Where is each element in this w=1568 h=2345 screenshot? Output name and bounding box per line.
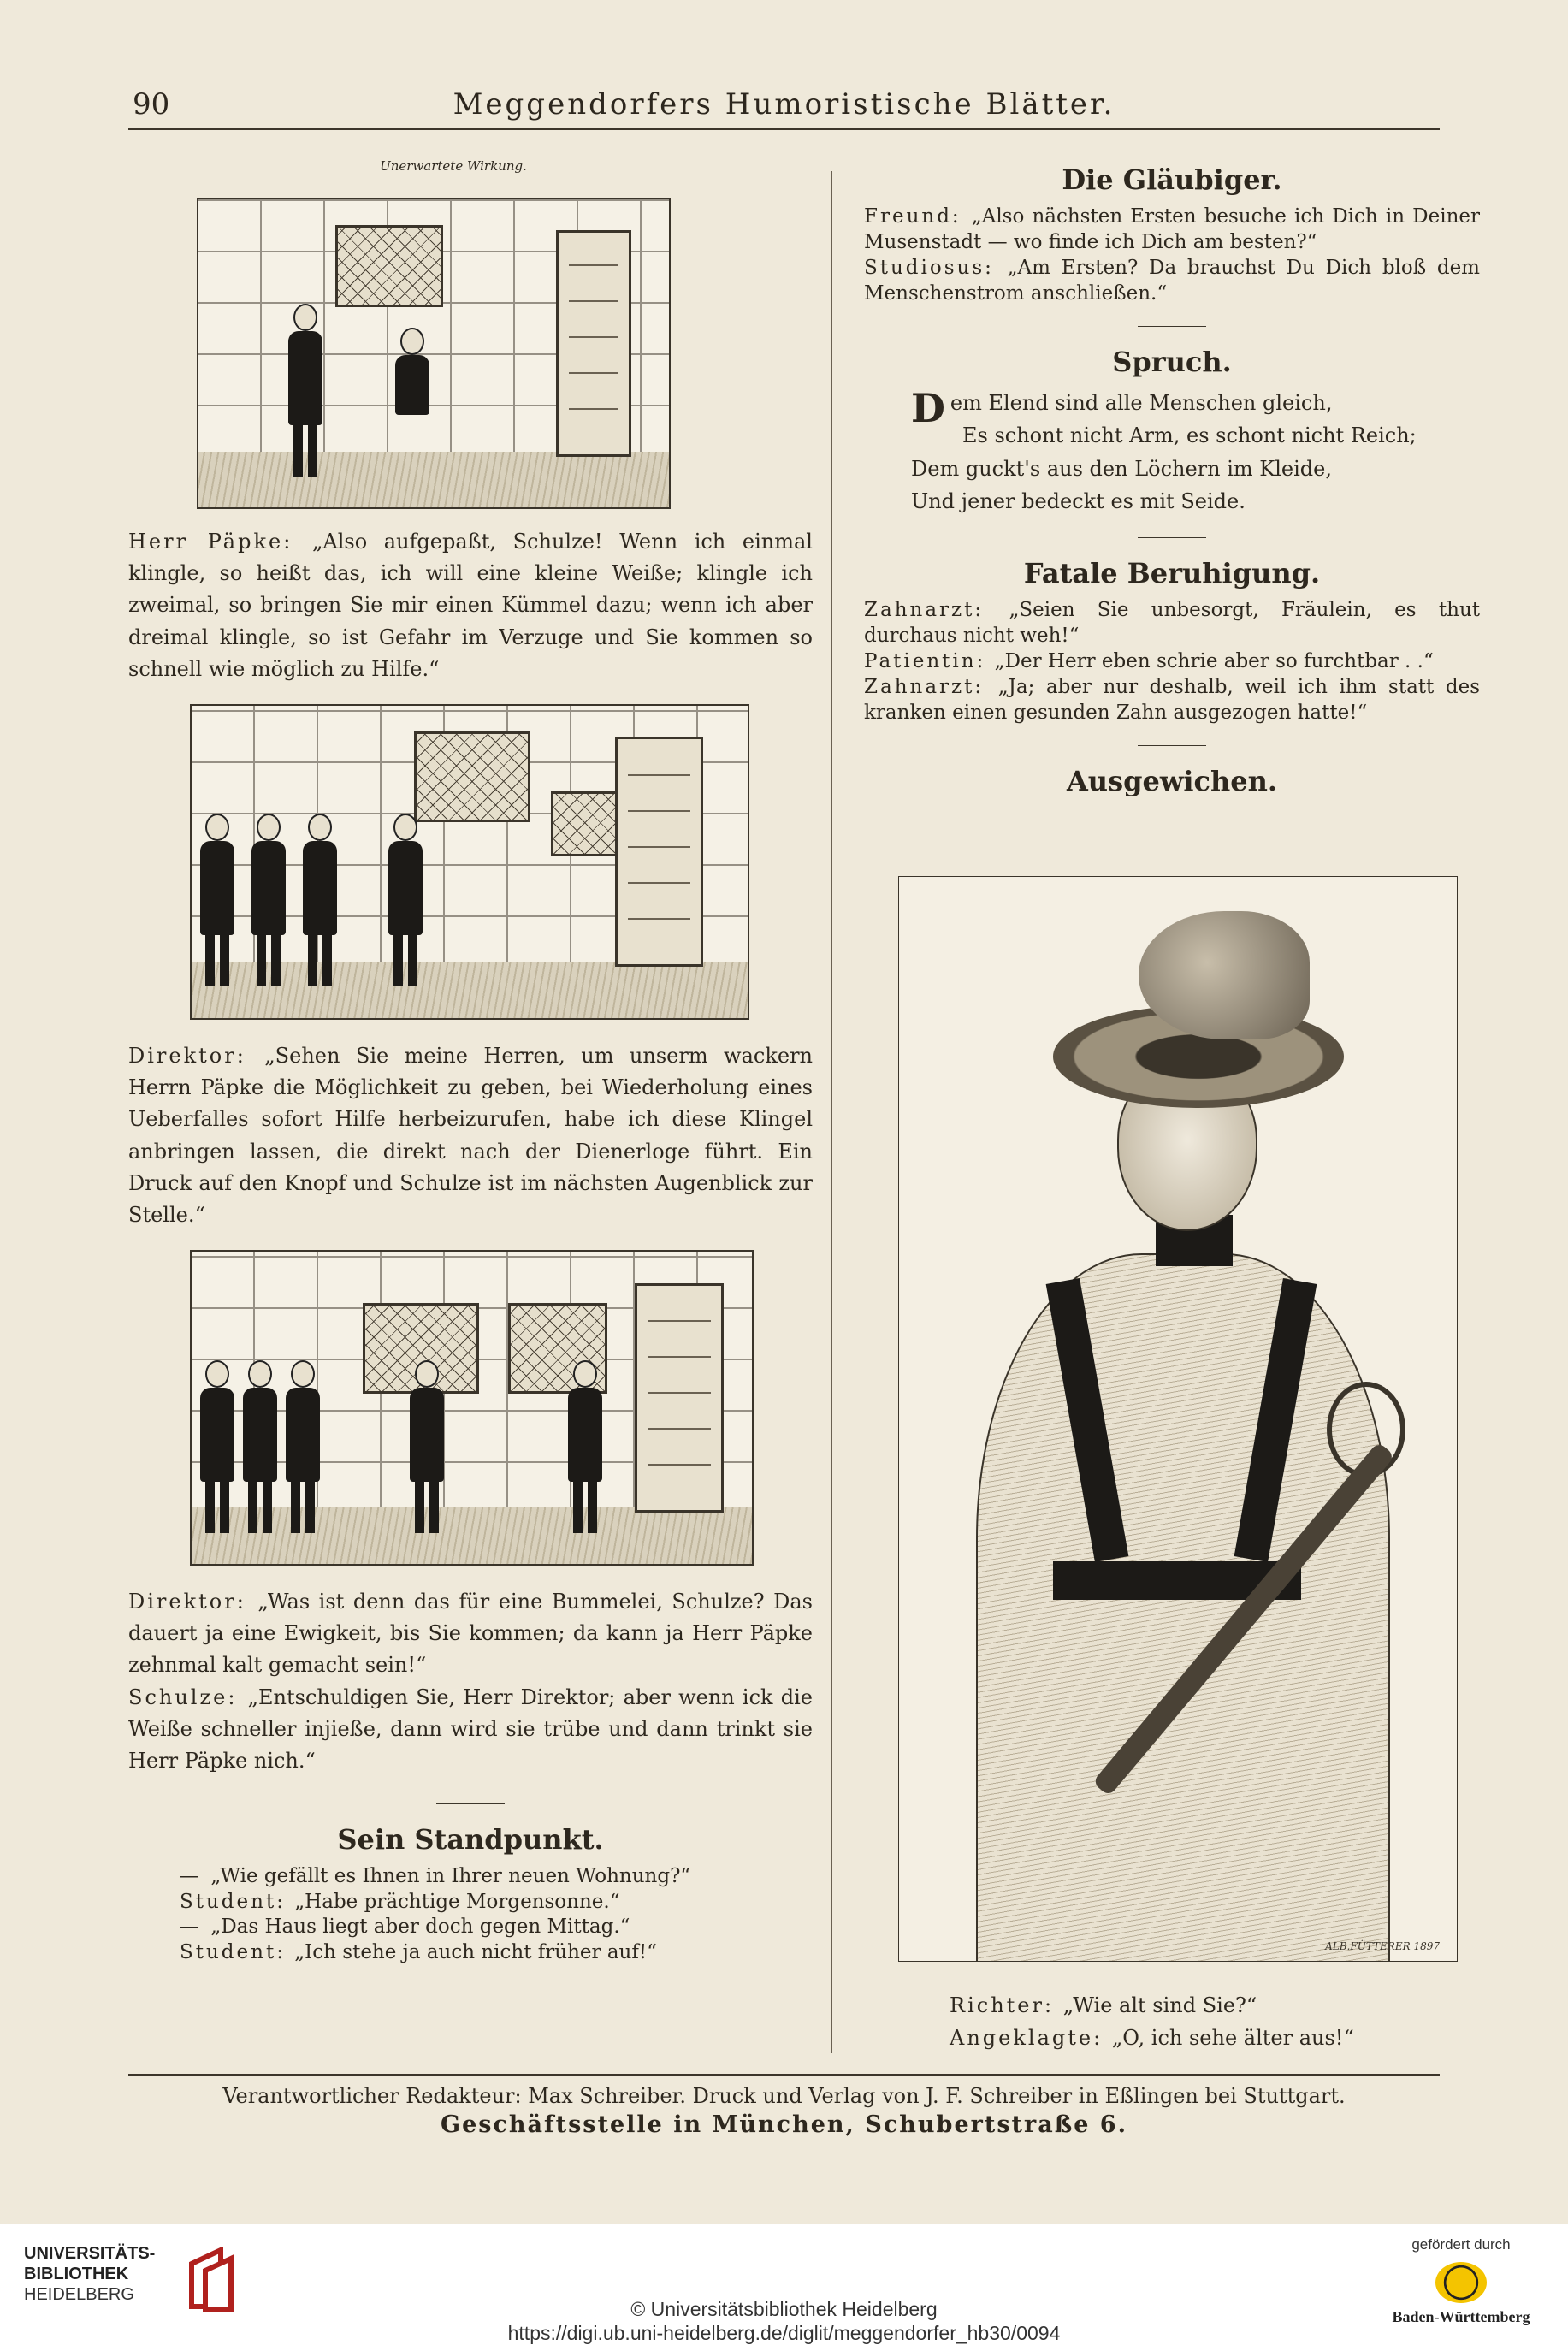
dialog-line bbox=[180, 1915, 813, 1940]
dialog-line bbox=[950, 2022, 1354, 2054]
spruch-poem bbox=[864, 387, 1480, 518]
artist-signature: ALB.FÜTTERER 1897 bbox=[1325, 1940, 1440, 1952]
figure-gentleman bbox=[200, 814, 234, 986]
speaker-label: Zahnarzt: bbox=[864, 599, 1009, 622]
dress bbox=[976, 1253, 1390, 1962]
standpunkt-title: Sein Standpunkt. bbox=[337, 1822, 604, 1856]
speaker-label: Direktor: bbox=[128, 1590, 258, 1614]
dialog-text: „Was ist denn das für eine Bummelei, Schulze? Das dauert ja eine Ewigkeit, bis Sie kommen; da kann ja Herr Päpke zehnmal kalt gemacht sein!“ bbox=[128, 1590, 814, 1678]
copyright-notice: © Universitätsbibliothek Heidelberg bbox=[630, 2298, 938, 2320]
source-url[interactable]: https://digi.ub.uni-heidelberg.de/diglit/meggendorfer_hb30/0094 bbox=[507, 2322, 1061, 2344]
speaker-label: Schulze: bbox=[128, 1685, 248, 1709]
panel2-dialog bbox=[128, 1040, 813, 1231]
glaeubiger-title: Die Gläubiger. bbox=[1062, 163, 1282, 196]
sponsor-label: gefördert durch bbox=[1411, 2236, 1511, 2253]
loge-window bbox=[414, 731, 530, 822]
dialog-line bbox=[864, 649, 1480, 675]
dialog-text: „Wie gefällt es Ihnen in Ihrer neuen Wohnung?“ bbox=[210, 1864, 691, 1887]
dialog-line bbox=[864, 256, 1480, 307]
dialog-text: „Wie alt sind Sie?“ bbox=[1062, 1993, 1257, 2017]
ausgewichen-title: Ausgewichen. bbox=[1066, 765, 1278, 798]
sponsor-name: Baden-Württemberg bbox=[1392, 2308, 1530, 2325]
dialog-line bbox=[128, 1586, 813, 1682]
dialog-line bbox=[180, 1890, 813, 1916]
standpunkt-dialog bbox=[128, 1864, 813, 1967]
figure-gentleman bbox=[303, 814, 337, 986]
section-divider bbox=[436, 1803, 505, 1804]
section-divider bbox=[1138, 745, 1206, 747]
figure-direktor bbox=[410, 1360, 444, 1533]
figure-direktor bbox=[388, 814, 423, 986]
comic-panel-2 bbox=[190, 704, 749, 1020]
imprint-office: Geschäftsstelle in München, Schubertstraße 6. bbox=[441, 2111, 1127, 2138]
poem-line: Dem Elend sind alle Menschen gleich, bbox=[911, 385, 1333, 432]
panel3-dialog bbox=[128, 1586, 813, 1777]
speaker-label: — bbox=[180, 1916, 211, 1939]
imprint-editor: Verantwortlicher Redakteur: Max Schreiber. Druck und Verlag von J. F. Schreiber in Eßlingen bei Stuttgart. bbox=[222, 2084, 1346, 2108]
dialog-line bbox=[864, 204, 1480, 256]
dialog-text: „Also nächsten Ersten besuche ich Dich in Deiner Musenstadt — wo finde ich Dich am besten?“ bbox=[864, 205, 1480, 253]
woman-portrait-illustration bbox=[898, 876, 1458, 1962]
dialog-text: „O, ich sehe älter aus!“ bbox=[1111, 2026, 1354, 2051]
dialog-line bbox=[864, 675, 1480, 726]
door bbox=[635, 1283, 724, 1513]
dialog-text: „Entschuldigen Sie, Herr Direktor; aber wenn ick die Weiße schneller injieße, dann wird sie trübe und dann trinkt sie Herr Päpke nich.“ bbox=[128, 1685, 814, 1773]
figure-schulze bbox=[395, 328, 429, 415]
dialog-text: „Das Haus liegt aber doch gegen Mittag.“ bbox=[210, 1916, 630, 1939]
figure-schulze bbox=[568, 1360, 602, 1533]
dialog-line bbox=[864, 598, 1480, 649]
figure-gentleman bbox=[251, 814, 286, 986]
speaker-label: — bbox=[180, 1864, 211, 1887]
beruhigung-title: Fatale Beruhigung. bbox=[1023, 557, 1321, 590]
speaker-label: Patientin: bbox=[864, 649, 995, 672]
poem-line: Es schont nicht Arm, es schont nicht Reich; bbox=[962, 423, 1417, 448]
section-divider bbox=[1138, 537, 1206, 539]
speaker-label: Studiosus: bbox=[864, 256, 1008, 279]
glaeubiger-dialog bbox=[864, 204, 1480, 307]
figure-gentleman bbox=[286, 1360, 320, 1533]
speaker-label: Student: bbox=[180, 1890, 295, 1913]
dialog-line bbox=[128, 1682, 813, 1778]
dialog-line bbox=[180, 1864, 813, 1890]
page-header bbox=[128, 87, 1440, 121]
dialog-text: „Der Herr eben schrie aber so furchtbar . .“ bbox=[994, 649, 1434, 672]
column-divider bbox=[831, 171, 832, 2053]
section-divider bbox=[1138, 326, 1206, 328]
sponsor bbox=[1376, 2236, 1547, 2326]
figure-gentleman bbox=[243, 1360, 277, 1533]
dropcap: D bbox=[911, 385, 945, 432]
imprint bbox=[128, 2084, 1440, 2138]
speaker-label: Zahnarzt: bbox=[864, 675, 998, 698]
speaker-label: Richter: bbox=[950, 1993, 1063, 2017]
door bbox=[556, 230, 632, 457]
comic-title: Unerwartete Wirkung. bbox=[380, 158, 527, 174]
library-logo[interactable]: UNIVERSITÄTS- BIBLIOTHEK HEIDELBERG bbox=[24, 2243, 238, 2316]
dialog-text: „Ich stehe ja auch nicht früher auf!“ bbox=[294, 1941, 657, 1964]
dialog-text: „Sehen Sie meine Herren, um unserm wackern Herrn Päpke die Möglichkeit zu geben, bei Wiederholung eines Ueberfalles sofort Hilfe herbeizurufen, habe ich diese Klingel anbringen lassen, die direkt nach der Dienerloge führt. Ein Druck auf den Knopf und Schulze ist im nächsten Augenblick zur Stelle.“ bbox=[128, 1043, 813, 1227]
dialog-line bbox=[950, 1989, 1354, 2022]
header-rule bbox=[128, 128, 1440, 130]
speaker-label: Herr Päpke: bbox=[128, 530, 312, 554]
journal-title: Meggendorfers Humoristische Blätter. bbox=[453, 87, 1115, 121]
poem-line: Dem guckt's aus den Löchern im Kleide, bbox=[911, 456, 1332, 481]
comic-panel-3 bbox=[190, 1250, 754, 1566]
dialog-text: „Seien Sie unbesorgt, Fräulein, es thut durchaus nicht weh!“ bbox=[864, 599, 1480, 648]
door bbox=[615, 737, 704, 967]
right-column bbox=[864, 158, 1480, 806]
comic-panel-1 bbox=[197, 198, 671, 509]
dialog-text: „Habe prächtige Morgensonne.“ bbox=[294, 1890, 620, 1913]
dialog-line bbox=[128, 1040, 813, 1231]
dialog-text: „Am Ersten? Da brauchst Du Dich bloß dem Menschenstrom anschließen.“ bbox=[864, 256, 1480, 305]
speaker-label: Freund: bbox=[864, 205, 972, 228]
dialog-text: „Ja; aber nur deshalb, weil ich ihm statt des kranken einen gesunden Zahn ausgezogen hatte!“ bbox=[864, 675, 1480, 724]
dialog-text: „Also aufgepaßt, Schulze! Wenn ich einmal klingle, so heißt das, ich will eine kleine Weiße; klingle ich zweimal, so bringen Sie mir einen Kümmel dazu; wenn ich aber dreimal klingle, so ist Gefahr im Verzuge und Sie kommen so schnell wie möglich zu Hilfe.“ bbox=[128, 530, 813, 681]
poem-line: Und jener bedeckt es mit Seide. bbox=[911, 489, 1246, 514]
baden-wuerttemberg-crest-icon bbox=[1435, 2262, 1487, 2303]
speaker-label: Student: bbox=[180, 1941, 295, 1964]
panel1-dialog bbox=[128, 526, 813, 685]
loge-window bbox=[335, 225, 443, 307]
left-column bbox=[128, 158, 813, 1966]
figure-gentleman bbox=[200, 1360, 234, 1533]
dialog-line bbox=[128, 526, 813, 685]
speaker-label: Direktor: bbox=[128, 1043, 265, 1068]
portrait-caption bbox=[950, 1989, 1354, 2055]
dialog-line bbox=[180, 1940, 813, 1966]
hat-plume bbox=[1139, 911, 1310, 1039]
beruhigung-dialog bbox=[864, 598, 1480, 725]
page-number: 90 bbox=[133, 87, 170, 121]
figure-herr-paepke bbox=[288, 304, 322, 477]
speaker-label: Angeklagte: bbox=[950, 2026, 1112, 2051]
footer-rule bbox=[128, 2074, 1440, 2076]
spruch-title: Spruch. bbox=[1112, 346, 1232, 379]
